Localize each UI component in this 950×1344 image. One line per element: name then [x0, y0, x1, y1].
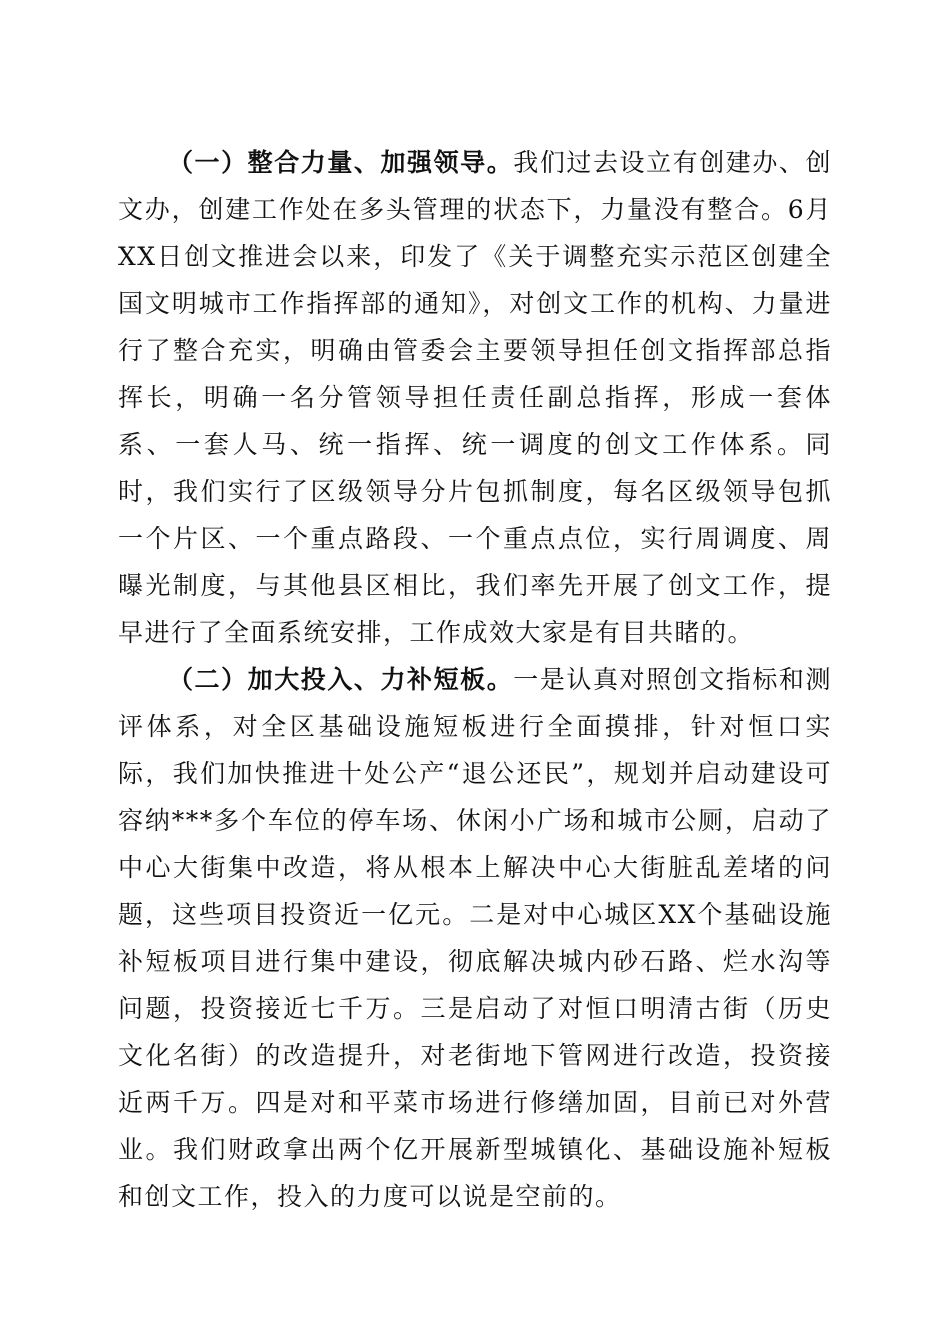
- paragraph-1: [118, 139, 832, 656]
- paragraph-2-text: 一是认真对照创文指标和测评体系，对全区基础设施短板进行全面摸排，针对恒口实际，我们加快推进十处公产“退公还民”，规划并启动建设可容纳***多个车位的停车场、休闲小广场和城市公厕，启动了中心大街集中改造，将从根本上解决中心大街脏乱差堵的问题，这些项目投资近一亿元。二是对中心城区XX个基础设施补短板项目进行集中建设，彻底解决城内砂石路、烂水沟等问题，投资接近七千万。三是启动了对恒口明清古街（历史文化名街）的改造提升，对老街地下管网进行改造，投资接近两千万。四是对和平菜市场进行修缮加固，目前已对外营业。我们财政拿出两个亿开展新型城镇化、基础设施补短板和创文工作，投入的力度可以说是空前的。: [118, 665, 832, 1211]
- paragraph-1-text: 我们过去设立有创建办、创文办，创建工作处在多头管理的状态下，力量没有整合。6月XX日创文推进会以来，印发了《关于调整充实示范区创建全国文明城市工作指挥部的通知》，对创文工作的机构、力量进行了整合充实，明确由管委会主要领导担任创文指挥部总指挥长，明确一名分管领导担任责任副总指挥，形成一套体系、一套人马、统一指挥、统一调度的创文工作体系。同时，我们实行了区级领导分片包抓制度，每名区级领导包抓一个片区、一个重点路段、一个重点点位，实行周调度、周曝光制度，与其他县区相比，我们率先开展了创文工作，提早进行了全面系统安排，工作成效大家是有目共睹的。: [118, 148, 832, 647]
- paragraph-2-heading: （二）加大投入、力补短板。: [168, 665, 514, 694]
- paragraph-1-heading: （一）整合力量、加强领导。: [168, 148, 514, 177]
- document-body: [118, 139, 832, 1220]
- paragraph-2: [118, 656, 832, 1220]
